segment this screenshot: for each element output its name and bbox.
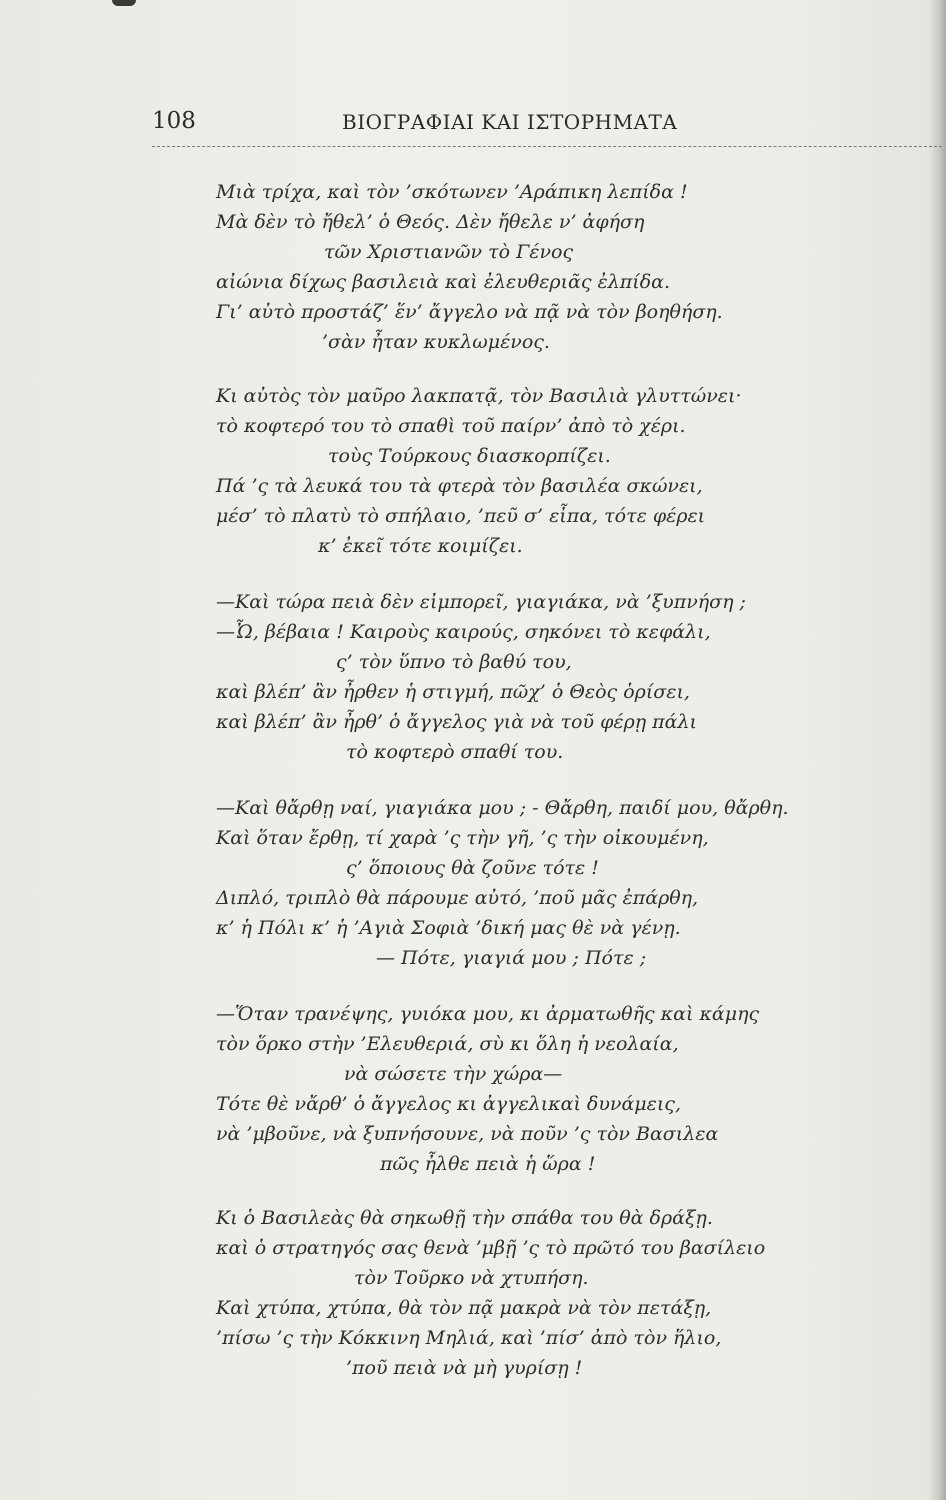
text-line: —Καὶ θἄρθῃ ναί, γιαγιάκα μου ; - Θἄρθη, παιδί μου, θἄρθη. <box>216 797 789 819</box>
text-line: νὰ ’μβοῦνε, νὰ ξυπνήσουνε, νὰ ποῦν ’ς τὸν Βασιλεα <box>216 1123 719 1145</box>
text-line: καὶ ὁ στρατηγός σας θενὰ ’μβῇ ’ς τὸ πρῶτό του βασίλειο <box>216 1237 766 1259</box>
text-line: Κι ὁ Βασιλεὰς θὰ σηκωθῇ τὴν σπάθα του θὰ δράξῃ. <box>216 1207 713 1229</box>
text-line: τῶν Χριστιανῶν τὸ Γένος <box>324 241 574 263</box>
text-line: ’ποῦ πειὰ νὰ μὴ γυρίσῃ ! <box>346 1357 583 1379</box>
text-line: καὶ βλέπ’ ἂν ἦρθεν ἡ στιγμή, πῶχ’ ὁ Θεὸς ὁρίσει, <box>216 681 690 703</box>
text-line: —Καὶ τώρα πειὰ δὲν εἰμπορεῖ, γιαγιάκα, νὰ ’ξυπνήση ; <box>216 591 746 613</box>
text-line: Καὶ χτύπα, χτύπα, θὰ τὸν πᾷ μακρὰ νὰ τὸν πετάξῃ, <box>216 1297 712 1319</box>
text-line: τοὺς Τούρκους διασκορπίζει. <box>328 445 611 467</box>
text-line: ’πίσω ’ς τὴν Κόκκινη Μηλιά, καὶ ’πίσ’ ἀπὸ τὸν ἥλιο, <box>216 1327 722 1349</box>
text-line: τὸ κοφτερὸ σπαθί του. <box>346 741 564 763</box>
text-line: κ’ ἐκεῖ τότε κοιμίζει. <box>318 535 523 557</box>
text-line: πῶς ἦλθε πειὰ ἡ ὥρα ! <box>380 1153 596 1175</box>
text-line: ς’ ὅποιους θὰ ζοῦνε τότε ! <box>346 857 599 879</box>
text-line: Μὰ δὲν τὸ ἤθελ’ ὁ Θεός. Δὲν ἤθελε ν’ ἀφήση <box>216 211 645 233</box>
text-line: καὶ βλέπ’ ἂν ἦρθ’ ὁ ἄγγελος γιὰ νὰ τοῦ φέρῃ πάλι <box>216 711 697 733</box>
text-line: νὰ σώσετε τὴν χώρα— <box>344 1063 563 1085</box>
text-line: Γι’ αὐτὸ προστάζ’ ἕν’ ἄγγελο νὰ πᾷ νὰ τὸν βοηθήση. <box>216 301 723 323</box>
text-line: Κι αὐτὸς τὸν μαῦρο λακπατᾷ, τὸν Βασιλιὰ γλυττώνει· <box>216 385 742 407</box>
text-line: μέσ’ τὸ πλατὺ τὸ σπήλαιο, ’πεῦ σ’ εἶπα, τότε φέρει <box>216 505 706 527</box>
text-line: —Ὦ, βέβαια ! Καιροὺς καιρούς, σηκόνει τὸ κεφάλι, <box>216 621 711 643</box>
page-number: 108 <box>152 108 196 134</box>
text-line: Τότε θὲ νἄρθ’ ὁ ἄγγελος κι ἀγγελικαὶ δυνάμεις, <box>216 1093 681 1115</box>
text-line: τὸ κοφτερό του τὸ σπαθὶ τοῦ παίρν’ ἀπὸ τὸ χέρι. <box>216 415 686 437</box>
text-line: κ’ ἡ Πόλι κ’ ἡ ’Αγιὰ Σοφιὰ ’δική μας θὲ νὰ γένῃ. <box>216 917 681 939</box>
text-line: —Ὅταν τρανέψης, γυιόκα μου, κι ἀρματωθῆς καὶ κάμης <box>216 1003 760 1025</box>
running-title: ΒΙΟΓΡΑΦΙΑΙ ΚΑΙ ΙΣΤΟΡΗΜΑΤΑ <box>342 110 678 134</box>
text-line: Πά ’ς τὰ λευκά του τὰ φτερὰ τὸν βασιλέα σκώνει, <box>216 475 703 497</box>
text-line: τὸν ὅρκο στὴν ’Ελευθεριά, σὺ κι ὅλη ἡ νεολαία, <box>216 1033 679 1055</box>
text-line: ς’ τὸν ὕπνο τὸ βαθύ του, <box>336 651 572 673</box>
text-line: τὸν Τοῦρκο νὰ χτυπήση. <box>354 1267 589 1289</box>
text-line: αἰώνια δίχως βασιλειὰ καὶ ἐλευθεριᾶς ἐλπίδα. <box>216 271 671 293</box>
text-line: Μιὰ τρίχα, καὶ τὸν ’σκότωνεν ’Αράπικη λεπίδα ! <box>216 181 688 203</box>
text-line: Διπλό, τριπλὸ θὰ πάρουμε αὐτό, ’ποῦ μᾶς ἐπάρθη, <box>216 887 699 909</box>
text-line: Καὶ ὅταν ἔρθῃ, τί χαρὰ ’ς τὴν γῆ, ’ς τὴν οἰκουμένη, <box>216 827 709 849</box>
text-line: ’σὰν ἦταν κυκλωμένος. <box>322 331 550 353</box>
text-line: — Πότε, γιαγιά μου ; Πότε ; <box>376 947 647 969</box>
